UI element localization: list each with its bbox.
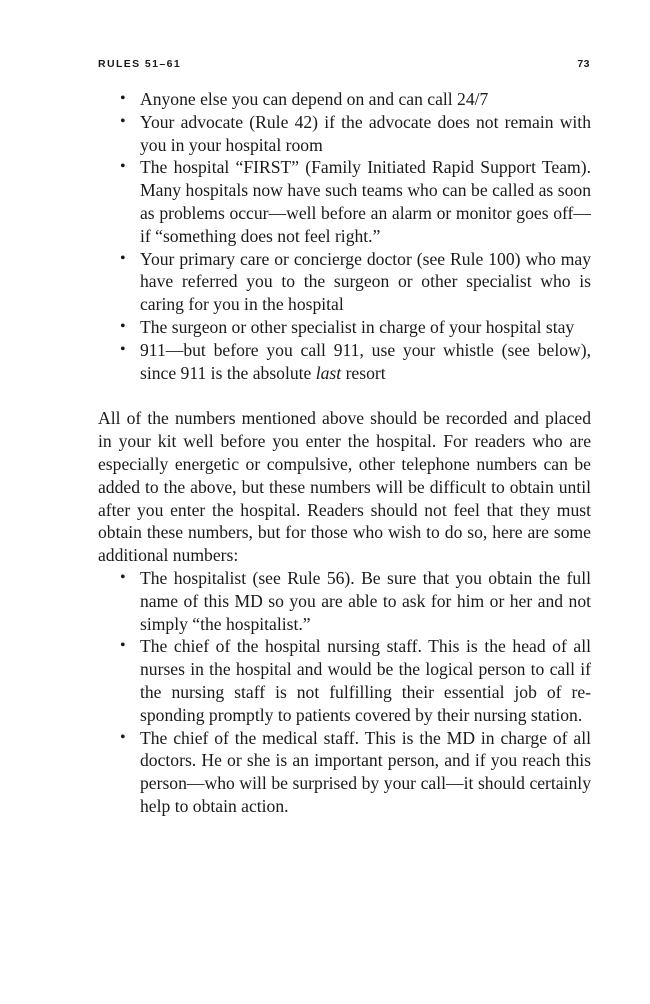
contact-list-additional <box>98 567 591 818</box>
list-item <box>98 727 591 818</box>
bullet-icon: • <box>120 317 126 335</box>
running-head <box>98 58 590 74</box>
list-item <box>98 316 591 339</box>
list-item <box>98 567 591 635</box>
list-item-text: The surgeon or other specialist in charge of your hospital stay <box>140 316 575 337</box>
list-item-text: The chief of the medical staff. This is the MD in charge of all doctors. He or she is an important person, and if you reach this person—who will be surprised by your call—it should certainly help to obtain action. <box>140 727 591 816</box>
list-item-text-part: resort <box>341 362 386 383</box>
list-item <box>98 248 591 316</box>
bullet-icon: • <box>120 249 126 267</box>
bullet-icon: • <box>120 568 126 586</box>
bullet-icon: • <box>120 637 126 655</box>
list-item <box>98 339 591 385</box>
list-item-text: The hospitalist (see Rule 56). Be sure that you obtain the full name of this MD so you are able to ask for him or her and not simply “the hospitalist.” <box>140 567 591 634</box>
list-item-text: Your advocate (Rule 42) if the advocate does not remain with you in your hospital room <box>140 111 591 155</box>
contact-list-primary <box>98 88 591 384</box>
list-item-text: The chief of the hospital nursing staff. This is the head of all nurses in the hospital and would be the logical person to call if the nursing staff is not fulfilling their essential job of responding promptly to patients covered by their nursing station. <box>140 636 591 725</box>
list-item <box>98 111 591 157</box>
body-paragraph: All of the numbers mentioned above should be recorded and placed in your kit well before you enter the hospital. For readers who are especially energetic or compulsive, other telephone numbers can be added to the above, but these numbers will be difficult to obtain until after you enter the hospital. Readers should not feel that they must obtain these numbers, but for those who wish to do so, here are some additional numbers: <box>98 408 591 566</box>
bullet-icon: • <box>120 340 126 358</box>
emphasis-text: last <box>315 362 342 383</box>
page-number: 73 <box>577 58 590 70</box>
list-item <box>98 635 591 726</box>
bullet-icon: • <box>120 158 126 176</box>
list-item <box>98 88 591 111</box>
page-body <box>98 88 591 818</box>
list-item <box>98 156 591 247</box>
list-item-text <box>140 340 591 383</box>
bullet-icon: • <box>120 112 126 130</box>
bullet-icon: • <box>120 90 126 107</box>
list-item-text-part: 911—but before you call 911, use your whistle (see below), since 911 is the absolute <box>140 339 591 383</box>
list-item-text: Your primary care or concierge doctor (see Rule 100) who may have referred you to the surgeon or other specialist who is caring for you in the hospital <box>140 248 591 315</box>
list-item-text: Anyone else you can depend on and can call 24/7 <box>140 89 489 109</box>
running-head-section: RULES 51–61 <box>98 58 182 70</box>
list-item-text: The hospital “FIRST” (Family Initiated Rapid Support Team). Many hospitals now have such teams who can be called as soon as problems occur—well before an alarm or monitor goes off—if “something does not feel right.” <box>140 157 591 246</box>
bullet-icon: • <box>120 728 126 746</box>
